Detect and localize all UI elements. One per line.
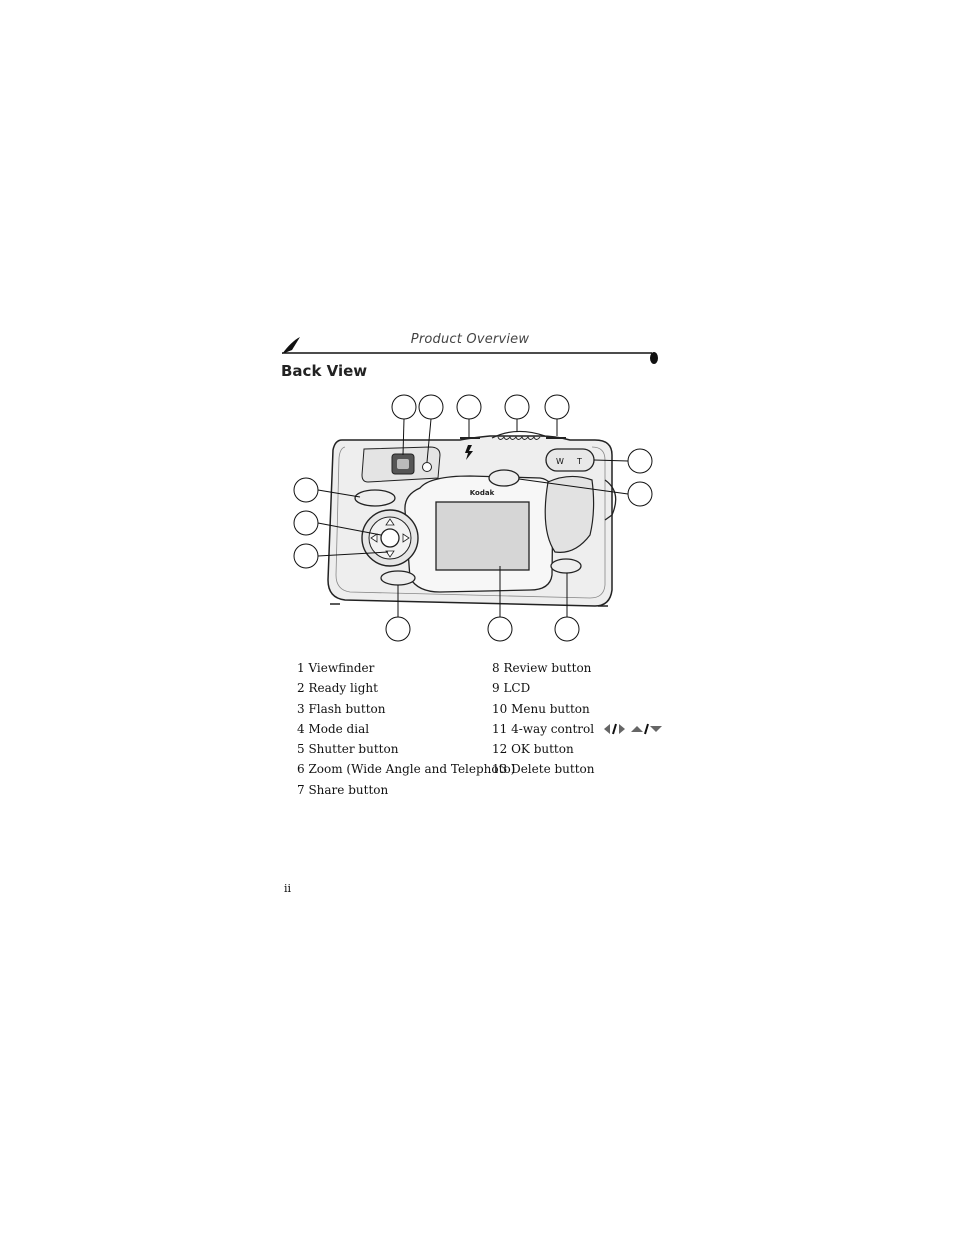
legend-item: 9 LCD (492, 681, 531, 696)
camera-body (328, 431, 616, 606)
legend-item-text: 11 4-way control (492, 721, 595, 736)
legend-left-column (297, 658, 515, 800)
legend-item: 13 Delete button (492, 762, 595, 777)
legend-item: 4 Mode dial (297, 721, 370, 736)
legend-item: 10 Menu button (492, 701, 590, 716)
header-rule (282, 337, 658, 364)
legend-item: 8 Review button (492, 661, 592, 675)
legend-item: 12 OK button (492, 742, 574, 757)
running-header: Product Overview (410, 332, 530, 347)
legend-item: 2 Ready light (297, 681, 378, 696)
section-heading: Back View (281, 362, 368, 380)
four-way-arrows-icon (602, 723, 662, 735)
legend-item: 6 Zoom (Wide Angle and Telephoto) (297, 762, 516, 777)
legend-item: 5 Shutter button (297, 742, 399, 757)
page-number: ii (284, 882, 292, 895)
legend-right-column (492, 658, 662, 780)
svg-text:T: T (577, 457, 582, 466)
svg-text:W: W (556, 457, 564, 466)
camera-brand-logo: Kodak (469, 489, 495, 497)
lcd-screen (436, 502, 529, 570)
legend-item: 1 Viewfinder (297, 661, 375, 675)
legend-item-four-way (492, 719, 662, 739)
legend-item: 3 Flash button (297, 701, 386, 716)
legend-item: 7 Share button (297, 782, 389, 797)
